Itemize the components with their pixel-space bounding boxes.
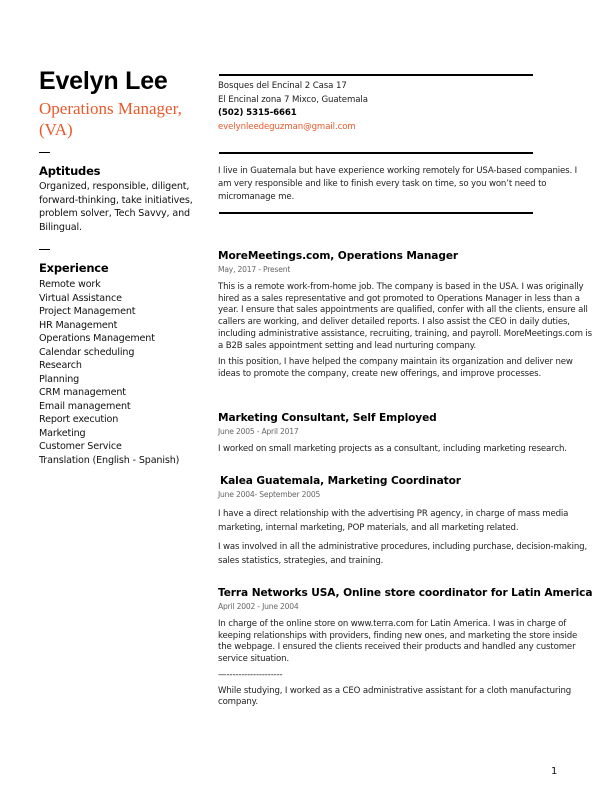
job-description: In charge of the online store on www.terra.com for Latin America. I was in charge of keeping relationships with providers, finding new ones, and marketing the store inside the webpage. I ensured the clients received their products and handled any customer service situation. — [218, 619, 578, 665]
skill-item: Calendar scheduling — [39, 346, 135, 358]
job-description: I was involved in all the administrative procedures, including purchase, decision-making, sales statistics, strategies, and training. — [218, 542, 588, 566]
job-date: April 2002 - June 2004 — [218, 602, 299, 611]
skill-item: Operations Management — [39, 333, 155, 344]
job-description: In this position, I have helped the company maintain its organization and deliver new ideas to promote the company, create new offerings, and improve processes. — [218, 357, 573, 379]
job-description: This is a remote work-from-home job. The company is based in the USA. I was originally hired as a sales representative and got promoted to Operations Manager in less than a year. I ensure that sales appointments are qualified, confer with all the clients, ensure all callers are working, and deliver detailed reports. I also assist the CEO in daily duties, including administrative assistance, recruiting, training, and payroll. MoreMeetings.com is a B2B sales appointment setting and lead nurturing company. — [218, 282, 592, 351]
summary-text: I live in Guatemala but have experience working remotely for USA-based companies. I am very responsible and like to finish every task on time, so you won’t need to micromanage me. — [218, 166, 578, 202]
experience-heading: Experience — [39, 261, 109, 275]
candidate-name: Evelyn Lee — [39, 67, 168, 95]
skill-item: Virtual Assistance — [39, 292, 122, 304]
job-description: I have a direct relationship with the advertising PR agency, in charge of mass media marketing, internal marketing, POP materials, and all marketing related. — [218, 509, 569, 533]
address-line-2: El Encinal zona 7 Mixco, Guatemala — [218, 94, 368, 105]
job-title: Marketing Consultant, Self Employed — [218, 412, 437, 424]
job-entry — [218, 411, 593, 456]
skill-item: Translation (English - Spanish) — [39, 454, 180, 466]
job-entry — [218, 586, 593, 709]
phone-number: (502) 5315-6661 — [218, 108, 297, 118]
skill-item: Planning — [39, 373, 80, 385]
skills-list — [39, 278, 179, 467]
horizontal-rule — [219, 74, 533, 76]
text-separator: —------------------- — [218, 669, 283, 680]
address-line-1: Bosques del Encinal 2 Casa 17 — [218, 81, 347, 91]
skill-item: Report execution — [39, 414, 119, 425]
job-date: May, 2017 - Present — [218, 265, 291, 274]
sidebar — [39, 66, 209, 466]
page-number: 1 — [551, 766, 558, 777]
skill-item: HR Management — [39, 319, 118, 331]
skill-item: Email management — [39, 400, 131, 412]
aptitudes-text: Organized, responsible, diligent, forward-thinking, take initiatives, problem solver, Tech Savvy, and Bilingual. — [39, 181, 193, 233]
job-title: Terra Networks USA, Online store coordinator for Latin America — [218, 587, 593, 599]
section-divider — [39, 249, 50, 250]
skill-item: CRM management — [39, 387, 126, 398]
job-title: Kalea Guatemala, Marketing Coordinator — [220, 475, 461, 487]
skill-item: Project Management — [39, 306, 136, 317]
job-date: June 2005 - April 2017 — [218, 427, 299, 436]
job-description: While studying, I worked as a CEO administrative assistant for a cloth manufacturing company. — [218, 685, 572, 708]
section-divider — [39, 152, 50, 153]
email-link[interactable]: evelynleedeguzman@gmail.com — [218, 121, 356, 132]
horizontal-rule — [219, 152, 533, 154]
horizontal-rule — [219, 212, 533, 214]
aptitudes-heading: Aptitudes — [39, 164, 101, 178]
candidate-role: Operations Manager, (VA) — [39, 99, 182, 139]
skill-item: Marketing — [39, 427, 86, 439]
job-date: June 2004- September 2005 — [218, 490, 321, 499]
job-entry — [218, 474, 593, 568]
skill-item: Customer Service — [39, 441, 122, 452]
contact-block — [218, 80, 368, 134]
skill-item: Remote work — [39, 279, 101, 290]
job-description: I worked on small marketing projects as a consultant, including marketing research. — [218, 444, 567, 454]
job-title: MoreMeetings.com, Operations Manager — [218, 250, 459, 262]
job-entry — [218, 249, 593, 381]
skill-item: Research — [39, 360, 82, 371]
